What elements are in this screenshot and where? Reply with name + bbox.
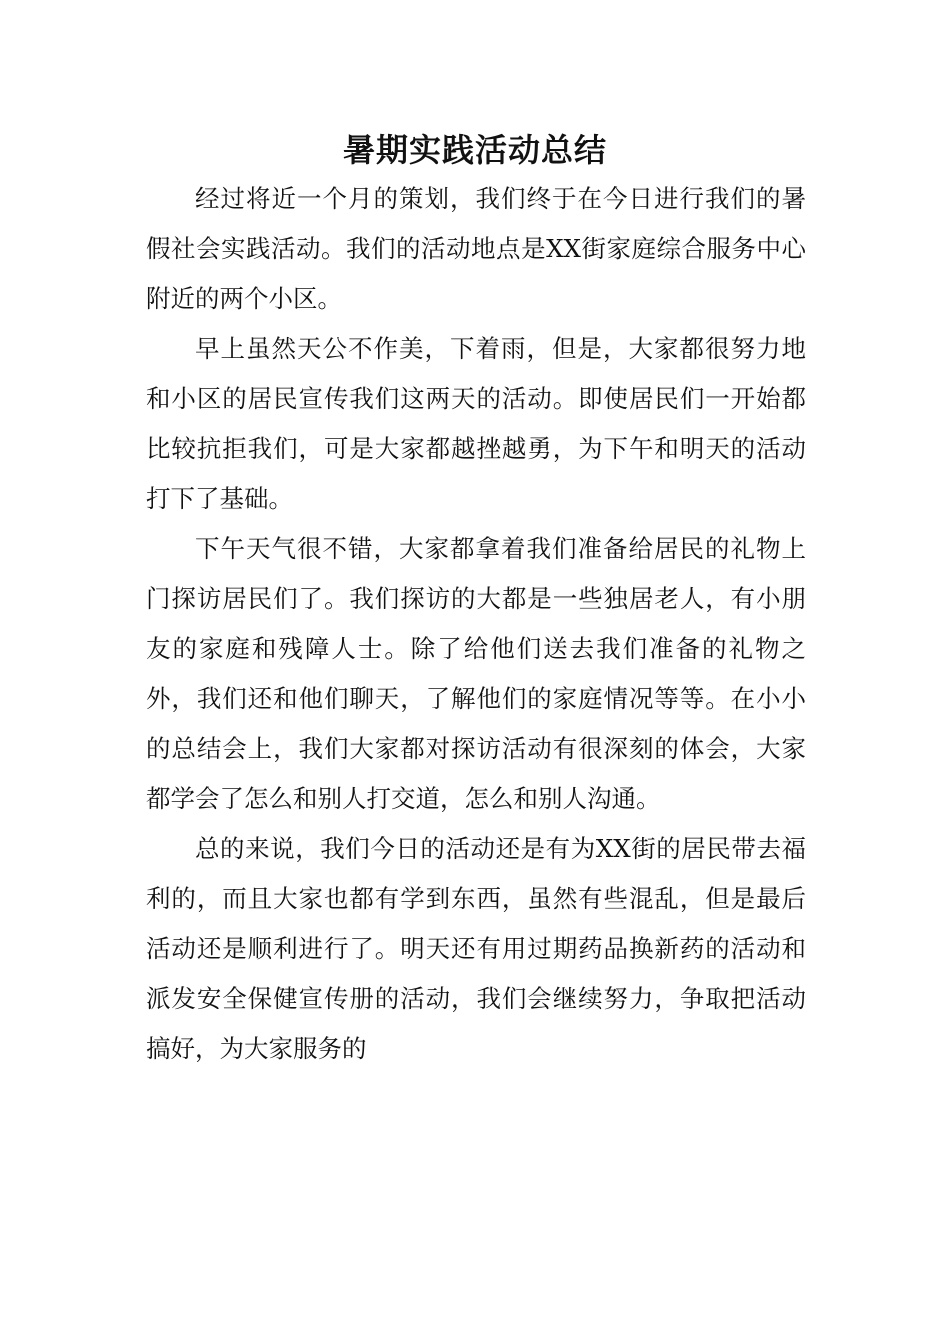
document-body xyxy=(146,174,806,1074)
paragraph-1: 经过将近一个月的策划，我们终于在今日进行我们的暑假社会实践活动。我们的活动地点是XX街家庭综合服务中心附近的两个小区。 xyxy=(146,184,806,313)
paragraph-2: 早上虽然天公不作美，下着雨，但是，大家都很努力地和小区的居民宣传我们这两天的活动。即使居民们一开始都比较抗拒我们，可是大家都越挫越勇，为下午和明天的活动打下了基础。 xyxy=(146,334,806,513)
paragraph-3: 下午天气很不错，大家都拿着我们准备给居民的礼物上门探访居民们了。我们探访的大都是一些独居老人，有小朋友的家庭和残障人士。除了给他们送去我们准备的礼物之外，我们还和他们聊天，了解他们的家庭情况等等。在小小的总结会上，我们大家都对探访活动有很深刻的体会，大家都学会了怎么和别人打交道，怎么和别人沟通。 xyxy=(146,534,806,813)
paragraph-4: 总的来说，我们今日的活动还是有为XX街的居民带去福利的，而且大家也都有学到东西，虽然有些混乱，但是最后活动还是顺利进行了。明天还有用过期药品换新药的活动和派发安全保健宣传册的活动，我们会继续努力，争取把活动搞好，为大家服务的 xyxy=(146,834,806,1063)
document-title: 暑期实践活动总结 xyxy=(342,131,607,169)
